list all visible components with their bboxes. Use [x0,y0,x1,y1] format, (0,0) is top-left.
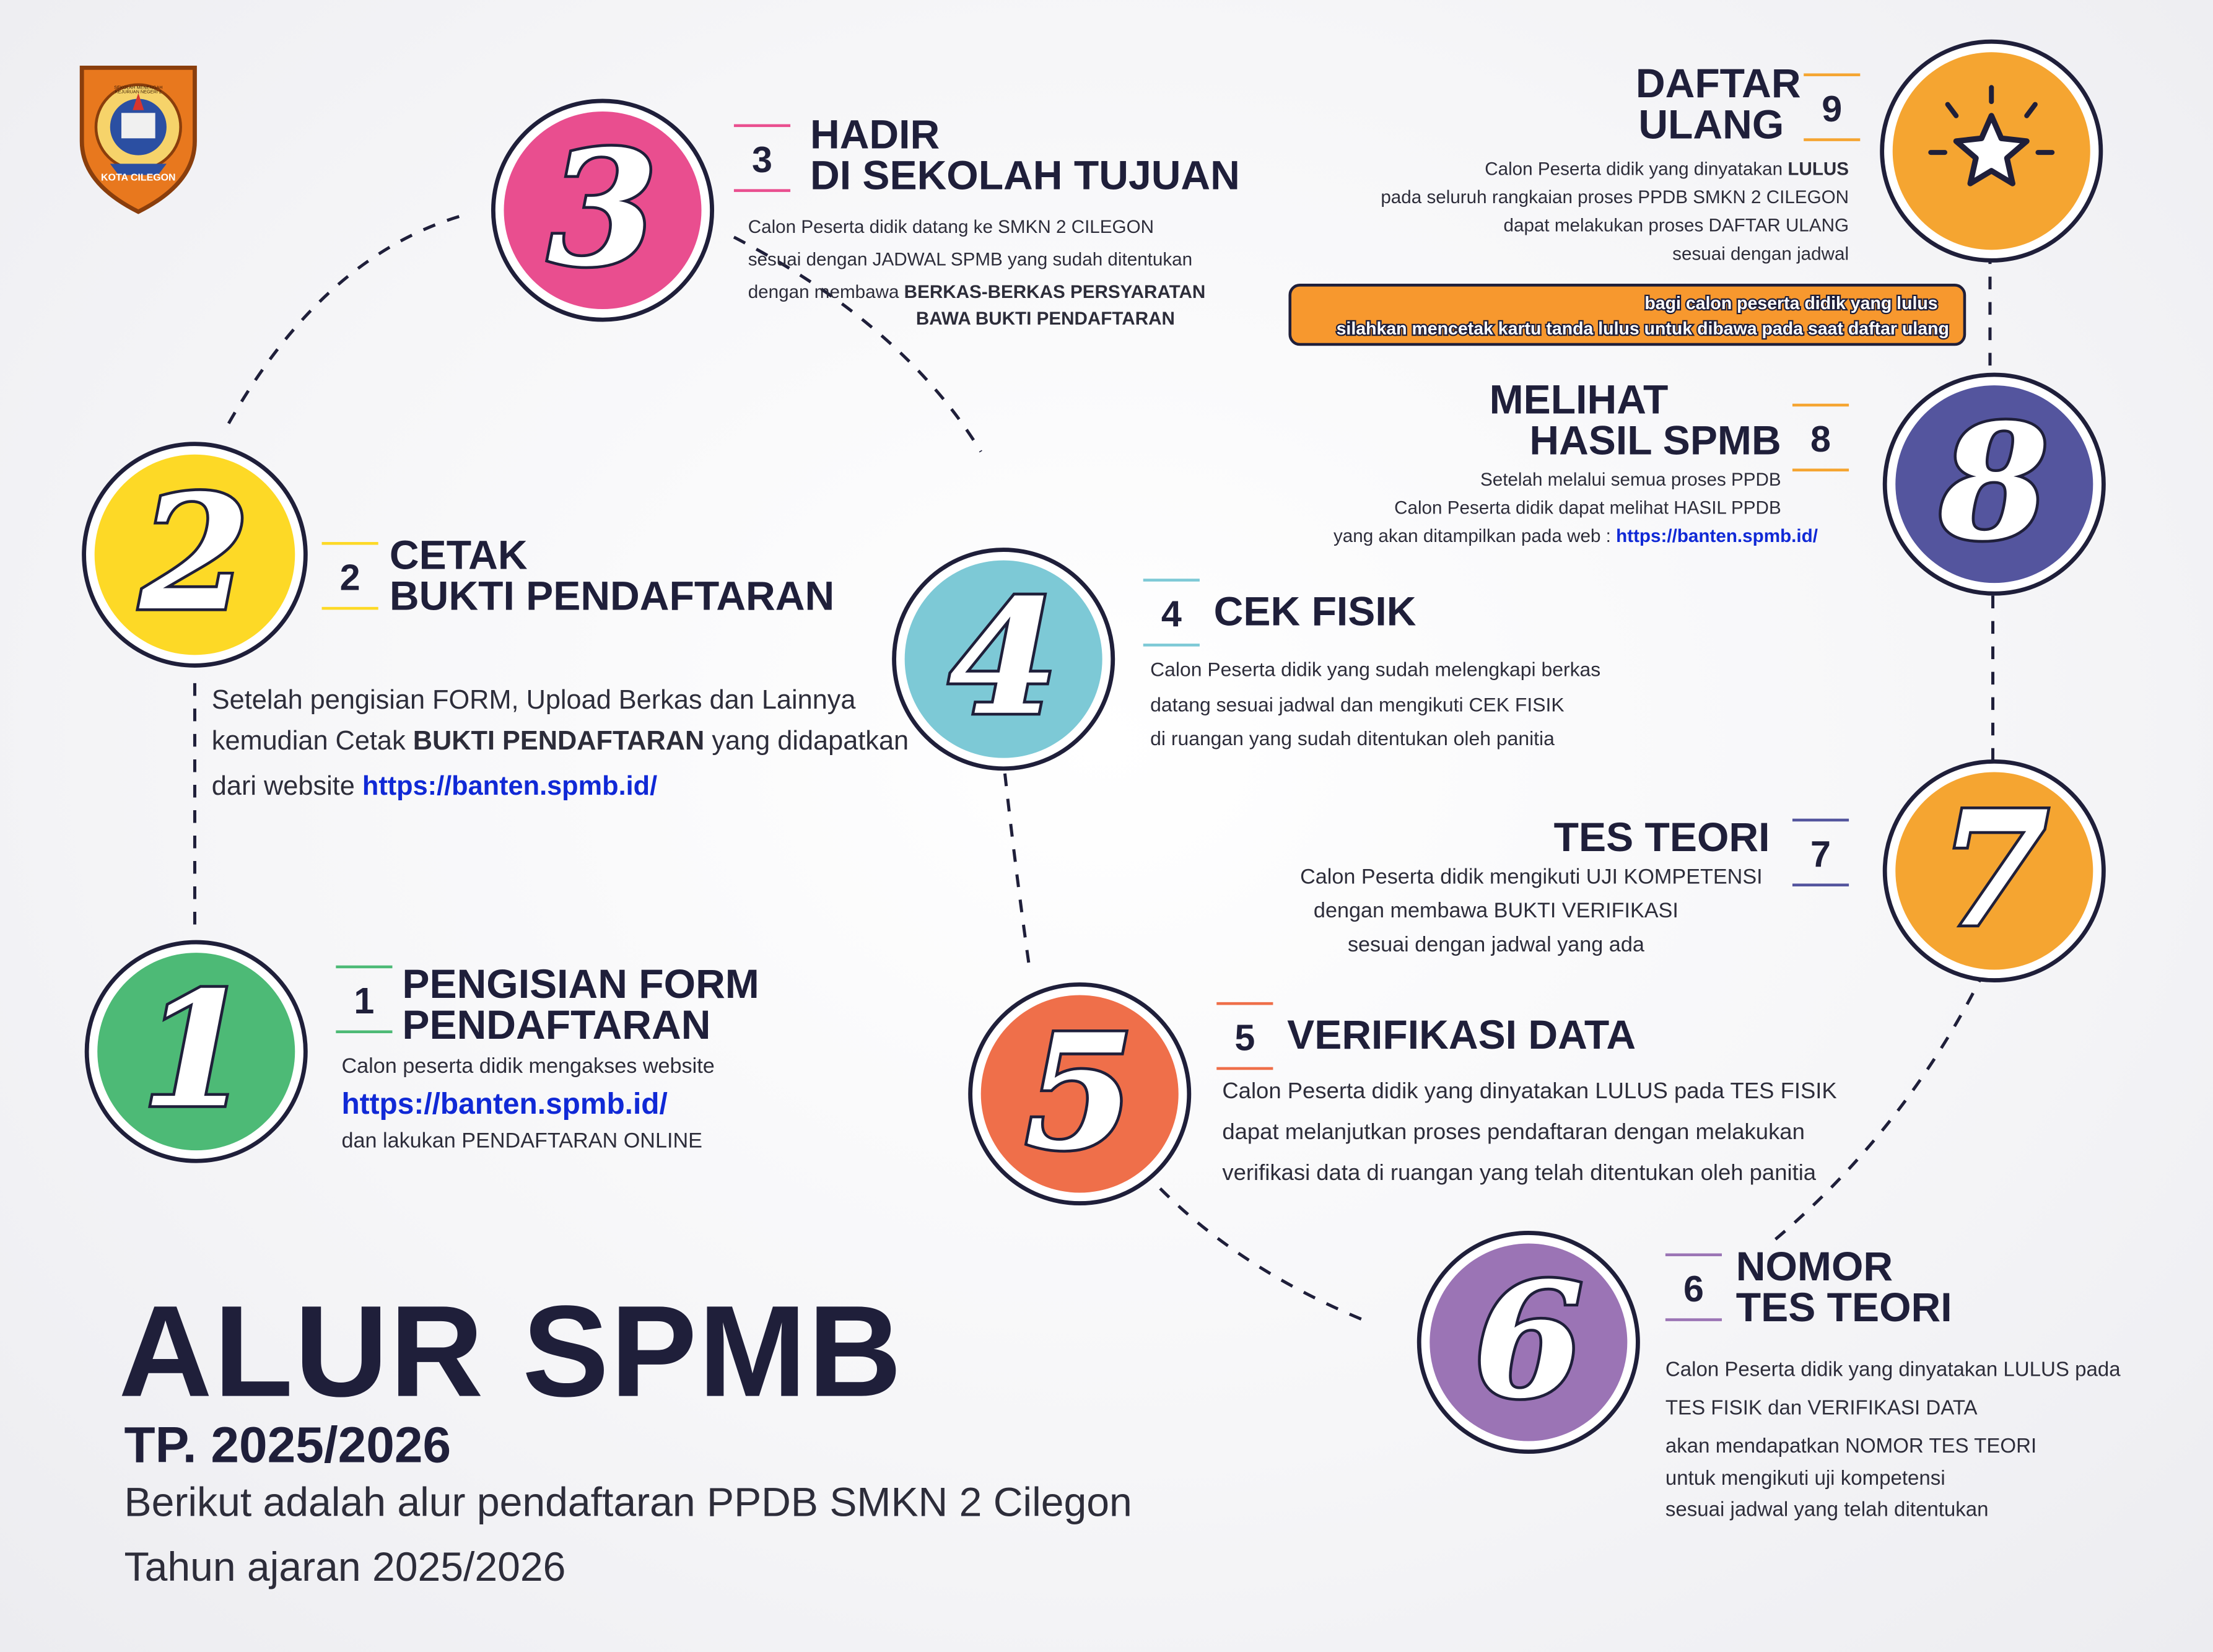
step-1-description: Calon peserta didik mengakses website https://banten.spmb.id/ dan lakukan PENDAFTARAN ONLINE [341,1054,715,1154]
step-5-description: Calon Peserta didik yang dinyatakan LULUS pada TES FISIK dapat melanjutkan proses pendaftaran dengan melakukan verifikasi data di ruangan yang telah ditentukan oleh panitia [1222,1080,1837,1186]
step-2-badge: 2 [322,542,378,610]
step-3-circle [491,99,714,322]
step-6-description: Calon Peserta didik yang dinyatakan LULUS pada TES FISIK dan VERIFIKASI DATA akan mendapatkan NOMOR TES TEORI untuk mengikuti uji kompetensi sesuai jadwal yang telah ditentukan [1665,1359,2121,1522]
star-icon [1914,73,2069,229]
step-4-description: Calon Peserta didik yang sudah melengkapi berkas datang sesuai jadwal dan mengikuti CEK FISIK di ruangan yang sudah ditentukan oleh panitia [1150,657,1601,750]
step-8-link[interactable]: https://banten.spmb.id/ [1616,525,1818,547]
step-7-badge: 7 [1792,819,1849,886]
step-5-circle [968,982,1191,1205]
step-2-title: CETAK BUKTI PENDAFTARAN [389,533,835,620]
step-9-circle [1880,40,2103,263]
step-6-number: 6 [1473,1249,1584,1435]
notice-banner [1288,284,1966,346]
school-emblem-icon [68,54,209,217]
academic-year: TP. 2025/2026 [124,1415,452,1474]
notice-line-1: bagi calon peserta didik yang lulus [1644,293,1938,313]
step-5-title: VERIFIKASI DATA [1287,1013,1636,1059]
step-7-number: 7 [1939,777,2049,963]
step-6-circle [1417,1231,1640,1454]
subtitle-line-2: Tahun ajaran 2025/2026 [124,1545,566,1591]
step-9-badge: 9 [1804,73,1860,141]
step-9-title: DAFTAR ULANG [1635,62,1801,149]
step-2-number: 2 [139,461,250,647]
step-7-title: TES TEORI [1553,816,1770,862]
subtitle-line-1: Berikut adalah alur pendaftaran PPDB SMKN 2 Cilegon [124,1480,1132,1526]
step-8-description: Setelah melalui semua proses PPDB Calon Peserta didik dapat melihat HASIL PPDB yang akan ditampilkan pada web : https://banten.spmb.id/ [1333,468,1818,547]
step-4-circle [892,548,1115,771]
step-5-number: 5 [1024,1000,1135,1186]
step-8-number: 8 [1939,391,2049,576]
step-1-link[interactable]: https://banten.spmb.id/ [341,1088,668,1121]
step-8-badge: 8 [1792,404,1849,471]
step-3-badge: 3 [734,125,790,192]
step-3-title: HADIR DI SEKOLAH TUJUAN [810,113,1240,199]
step-1-title: PENGISIAN FORM PENDAFTARAN [402,963,759,1049]
notice-line-2: silahkan mencetak kartu tanda lulus untuk dibawa pada saat daftar ulang [1336,318,1949,338]
step-6-badge: 6 [1665,1253,1722,1321]
step-4-number: 4 [948,566,1058,751]
step-2-circle [82,442,308,668]
page-title: ALUR SPMB [118,1280,904,1425]
step-1-badge: 1 [336,966,392,1033]
step-1-number: 1 [141,958,251,1143]
step-2-link[interactable]: https://banten.spmb.id/ [362,772,658,802]
step-7-circle [1883,759,2106,982]
step-4-badge: 4 [1143,579,1200,646]
step-2-description: Setelah pengisian FORM, Upload Berkas dan Lainnya kemudian Cetak BUKTI PENDAFTARAN yang didapatkan dari website https://banten.spmb.id/ [211,686,909,802]
step-3-description: Calon Peserta didik datang ke SMKN 2 CILEGON sesuai dengan JADWAL SPMB yang sudah ditentukan dengan membawa BERKAS-BERKAS PERSYARATAN BAWA BUKTI PENDAFTARAN [748,216,1206,330]
step-5-badge: 5 [1216,1002,1273,1070]
step-7-description: Calon Peserta didik mengikuti UJI KOMPETENSI dengan membawa BUKTI VERIFIKASI sesuai dengan jadwal yang ada [1300,865,1763,957]
step-8-circle [1883,373,2106,596]
step-3-number: 3 [548,117,658,302]
logo-bottom-text: KOTA CILEGON [101,173,176,184]
step-9-description: Calon Peserta didik yang dinyatakan LULUS pada seluruh rangkaian proses PPDB SMKN 2 CILEGON dapat melakukan proses DAFTAR ULANG sesuai dengan jadwal [1381,158,1849,265]
step-8-title: MELIHAT HASIL SPMB [1489,378,1781,465]
step-4-title: CEK FISIK [1213,590,1416,636]
logo-arc-text: SEKOLAH MENENGAH KEJURUAN NEGERI 2 [114,84,163,95]
step-1-circle [85,940,308,1163]
step-6-title: NOMOR TES TEORI [1735,1244,1952,1331]
